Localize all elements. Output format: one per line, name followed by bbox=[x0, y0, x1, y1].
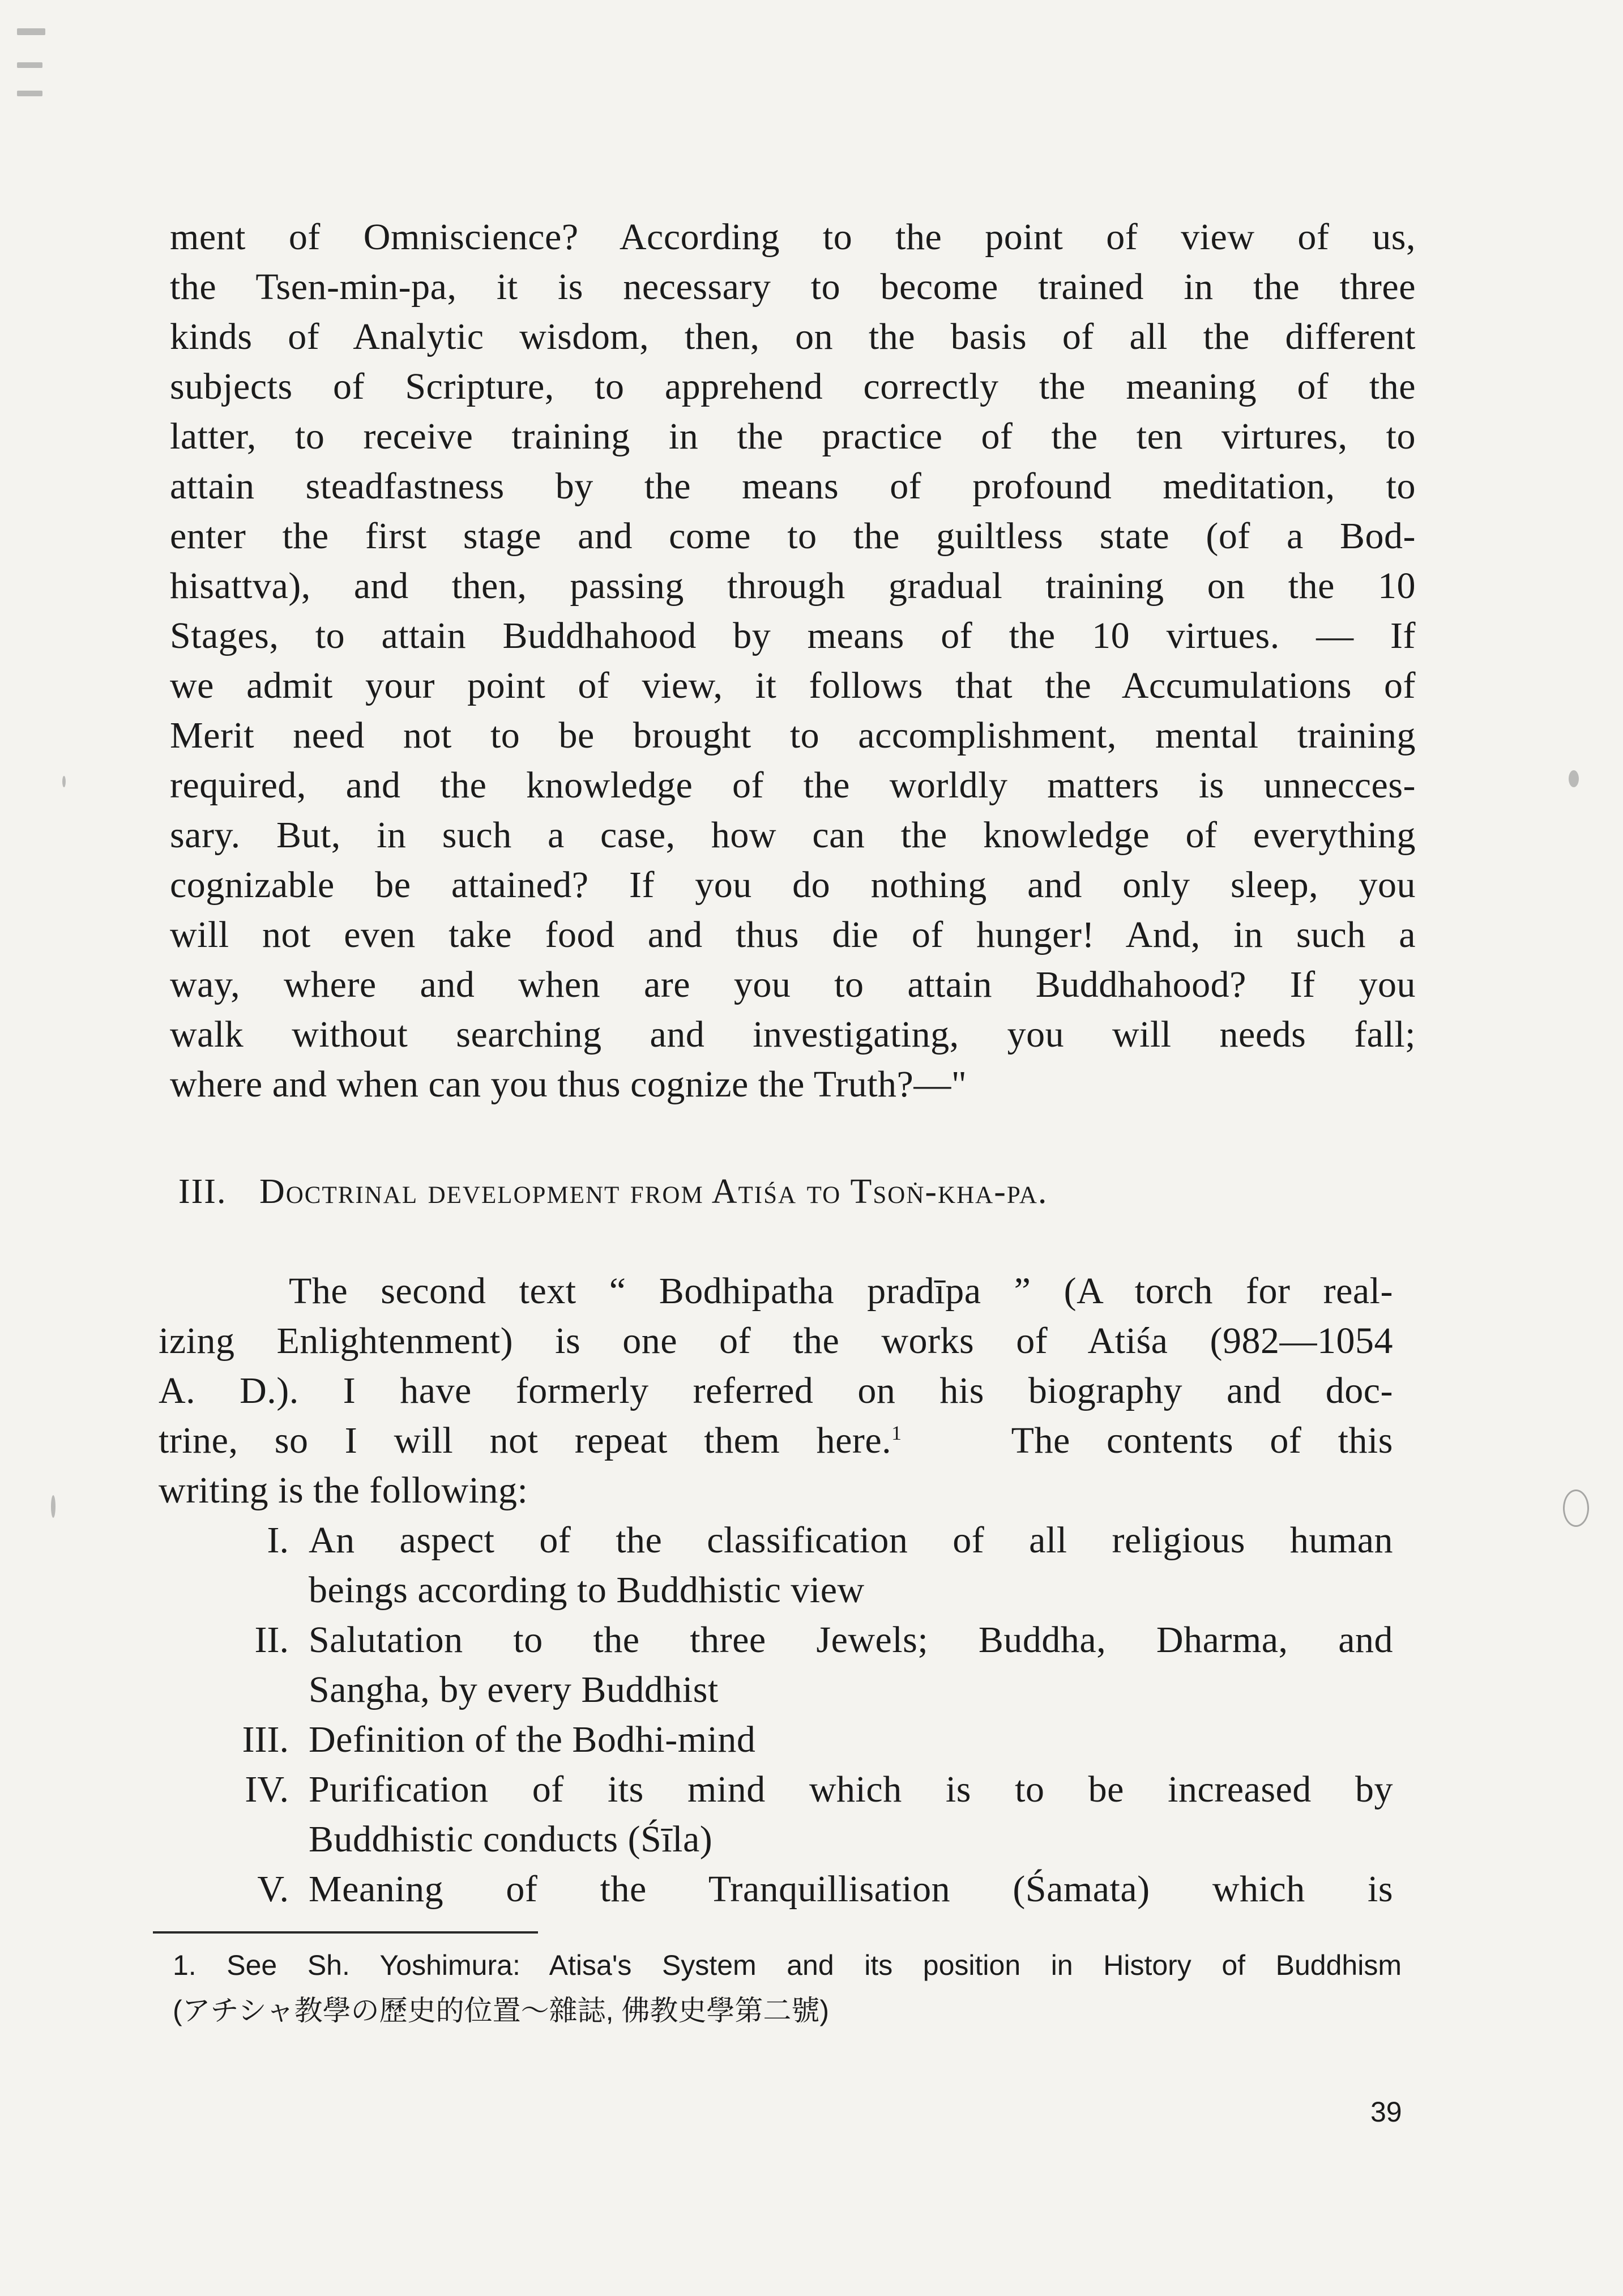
text-line: walk without searching and investigating, you will needs fall; bbox=[170, 1014, 1416, 1055]
section-title: Doctrinal development from Atiśa to Tsoṅ-kha-pa. bbox=[259, 1172, 1048, 1211]
footnote bbox=[173, 1943, 1402, 2033]
text-line: Stages, to attain Buddhahood by means of the 10 virtues. — If bbox=[170, 615, 1416, 656]
list-item bbox=[204, 1765, 1393, 1864]
footnote-marker: 1 bbox=[891, 1422, 902, 1444]
section-number: III. bbox=[178, 1172, 227, 1211]
scan-speck bbox=[1569, 770, 1579, 787]
list-line: Meaning of the Tranquillisation (Śamata) which is bbox=[309, 1868, 1393, 1910]
text-line: Merit need not to be brought to accomplishment, mental training bbox=[170, 715, 1416, 756]
text-line: A. D.). I have formerly referred on his biography and doc- bbox=[159, 1370, 1393, 1411]
text-line: subjects of Scripture, to apprehend correctly the meaning of the bbox=[170, 366, 1416, 407]
list-numeral: V. bbox=[257, 1868, 289, 1910]
list-line: Buddhistic conducts (Śīla) bbox=[309, 1819, 713, 1860]
text-line: way, where and when are you to attain Buddhahood? If you bbox=[170, 964, 1416, 1005]
scan-speck bbox=[51, 1495, 55, 1518]
scan-speck bbox=[62, 776, 66, 787]
section-heading bbox=[178, 1167, 1048, 1217]
text-line: latter, to receive training in the practice of the ten virtures, to bbox=[170, 416, 1416, 457]
text-line: hisattva), and then, passing through gradual training on the 10 bbox=[170, 565, 1416, 607]
list-line: Purification of its mind which is to be increased by bbox=[309, 1769, 1393, 1810]
list-item bbox=[204, 1516, 1393, 1615]
text-line: will not even take food and thus die of hunger! And, in such a bbox=[170, 914, 1416, 955]
list-line: An aspect of the classification of all religious human bbox=[309, 1520, 1393, 1561]
text-line: required, and the knowledge of the worldly matters is unnecces- bbox=[170, 765, 1416, 806]
text-line: the Tsen-min-pa, it is necessary to become trained in the three bbox=[170, 266, 1416, 308]
page-number: 39 bbox=[1370, 2096, 1402, 2128]
text-line: kinds of Analytic wisdom, then, on the basis of all the different bbox=[170, 316, 1416, 357]
list-line: beings according to Buddhistic view bbox=[309, 1569, 865, 1611]
paragraph-1 bbox=[170, 212, 1416, 1109]
footnote-line: 1. See Sh. Yoshimura: Atisa's System and its position in History of Buddhism bbox=[173, 1949, 1402, 1981]
footnote-line: (アチシャ教學の歷史的位置〜雜誌, 佛教史學第二號) bbox=[173, 1995, 830, 2026]
contents-list bbox=[204, 1516, 1393, 1914]
list-item bbox=[204, 1715, 1393, 1765]
text-line: ment of Omniscience? According to the point of view of us, bbox=[170, 216, 1416, 258]
scan-speck bbox=[1563, 1490, 1589, 1527]
list-line: Sangha, by every Buddhist bbox=[309, 1669, 719, 1710]
list-line: Salutation to the three Jewels; Buddha, Dharma, and bbox=[309, 1619, 1393, 1661]
text-line: writing is the following: bbox=[159, 1470, 528, 1511]
text-line: enter the first stage and come to the guiltless state (of a Bod- bbox=[170, 515, 1416, 557]
text-line: cognizable be attained? If you do nothing and only sleep, you bbox=[170, 864, 1416, 906]
list-item bbox=[204, 1864, 1393, 1914]
list-numeral: III. bbox=[242, 1719, 289, 1760]
text-line: izing Enlightenment) is one of the works of Atiśa (982—1054 bbox=[159, 1320, 1393, 1362]
list-numeral: II. bbox=[254, 1619, 289, 1661]
text-line: The second text “ Bodhipatha pradīpa ” (A torch for real- bbox=[289, 1270, 1393, 1312]
text-line: we admit your point of view, it follows that the Accumulations of bbox=[170, 665, 1416, 706]
text-line: sary. But, in such a case, how can the knowledge of everything bbox=[170, 814, 1416, 856]
scan-speck bbox=[17, 62, 42, 68]
text-segment: trine, so I will not repeat them here. bbox=[159, 1420, 892, 1461]
list-numeral: IV. bbox=[245, 1769, 289, 1810]
text-segment: The contents of this bbox=[1011, 1420, 1393, 1461]
text-line: attain steadfastness by the means of profound meditation, to bbox=[170, 466, 1416, 507]
list-numeral: I. bbox=[267, 1520, 289, 1561]
list-item bbox=[204, 1615, 1393, 1715]
text-line-with-footnote bbox=[159, 1416, 1393, 1466]
footnote-rule bbox=[153, 1931, 538, 1934]
scan-speck bbox=[17, 91, 42, 96]
scan-speck bbox=[17, 28, 45, 35]
list-line: Definition of the Bodhi-mind bbox=[309, 1719, 756, 1760]
text-line: where and when can you thus cognize the Truth?—" bbox=[170, 1064, 967, 1105]
paragraph-2 bbox=[159, 1266, 1393, 1516]
